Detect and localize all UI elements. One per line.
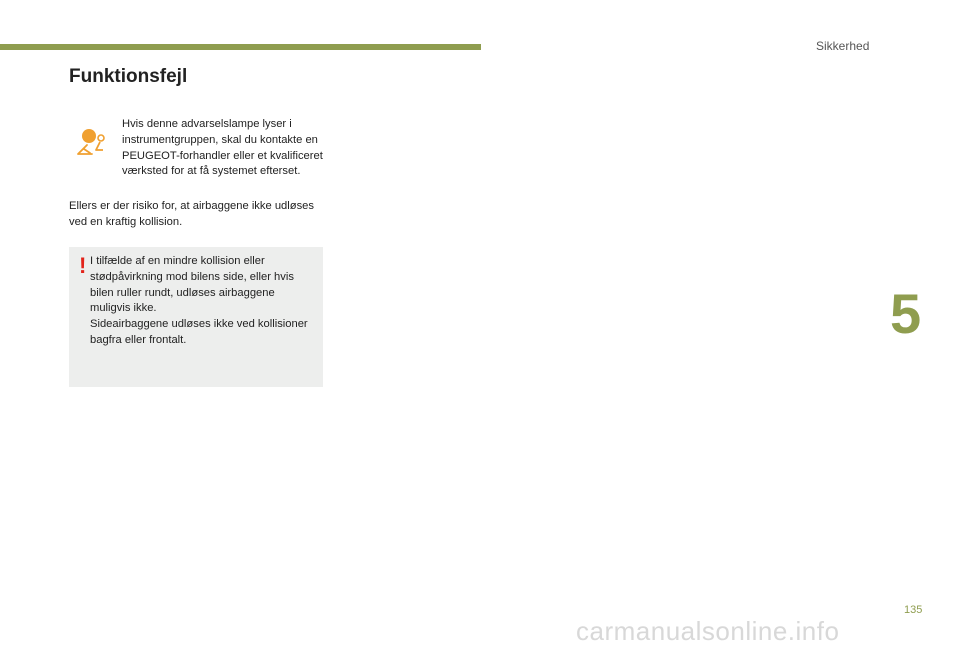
notice-box — [69, 247, 323, 387]
page-number: 135 — [904, 604, 923, 616]
chapter-number: 5 — [890, 282, 922, 345]
watermark: carmanualsonline.info — [576, 616, 840, 646]
notice-line-2: Sideairbaggene udløses ikke ved kollisioner bagfra eller frontalt. — [90, 318, 308, 346]
main-paragraph: Ellers er der risiko for, at airbaggene ikke udløses ved en kraftig kollision. — [69, 200, 314, 228]
warning-lamp-paragraph: Hvis denne advarselslampe lyser i instrumentgruppen, skal du kontakte en PEUGEOT-forhandler eller et kvalificeret værksted for at få systemet efterset. — [122, 118, 323, 178]
notice-text — [90, 254, 315, 349]
page-title: Funktionsfejl — [69, 66, 188, 87]
exclamation-icon: ! — [79, 253, 87, 278]
header-accent-bar — [0, 44, 481, 50]
airbag-warning-lamp-icon — [76, 128, 108, 158]
section-label: Sikkerhed — [816, 39, 870, 53]
notice-line-1: I tilfælde af en mindre kollision eller stødpåvirkning mod bilens side, eller hvis bilen ruller rundt, udløses airbaggene muligvis ikke. — [90, 255, 294, 315]
